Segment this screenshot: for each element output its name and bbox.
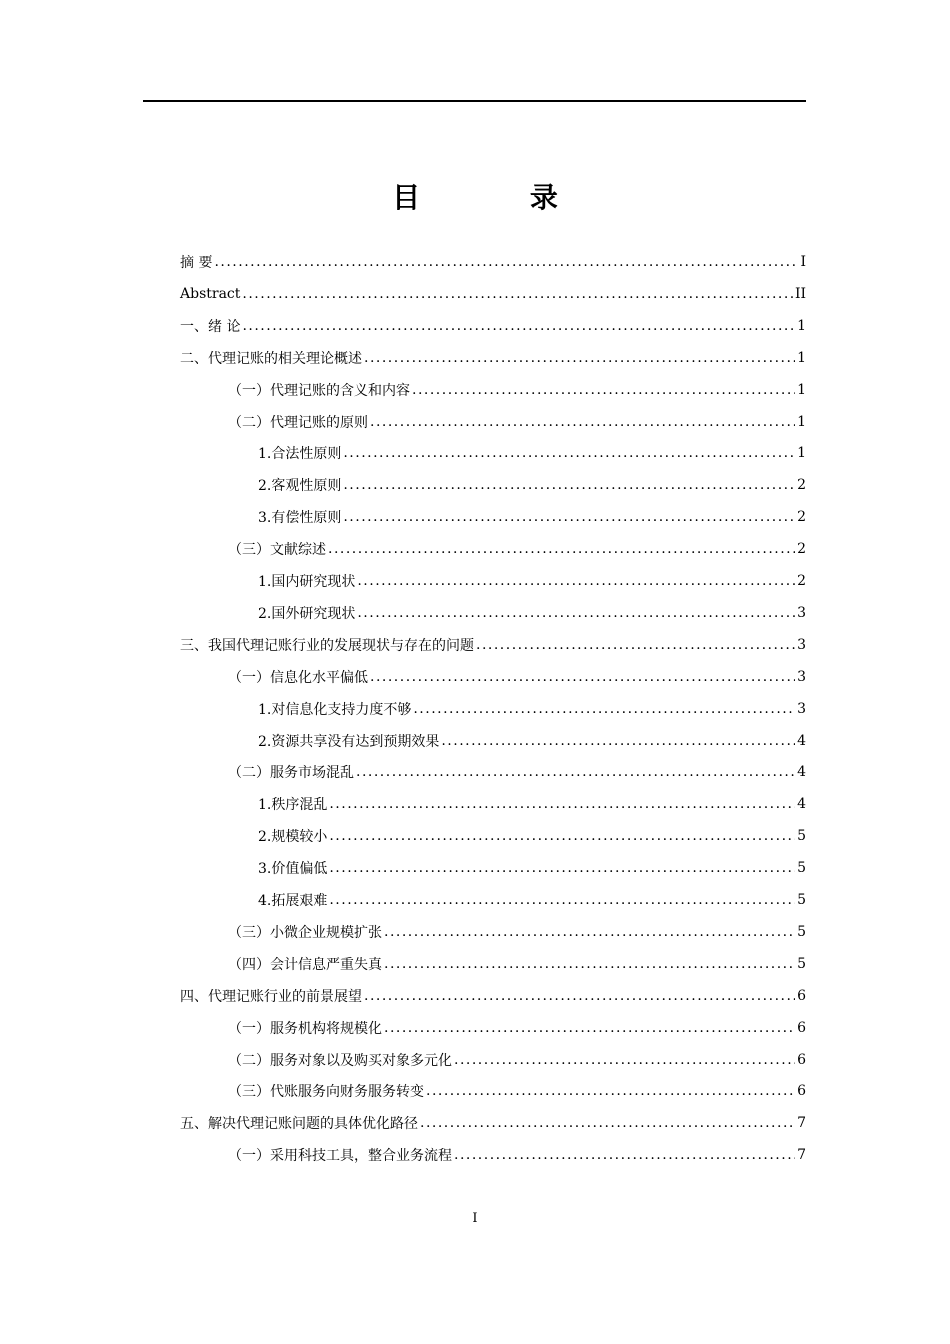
toc-dot-leader bbox=[426, 1083, 795, 1099]
toc-dot-leader bbox=[364, 988, 795, 1004]
toc-entry-page: 5 bbox=[797, 892, 806, 908]
toc-entry-page: 4 bbox=[797, 764, 806, 780]
toc-entry-page: 6 bbox=[797, 1083, 806, 1099]
toc-dot-leader bbox=[357, 573, 795, 589]
toc-entry-page: 4 bbox=[797, 733, 806, 749]
toc-entry-page: 2 bbox=[797, 541, 806, 557]
toc-entry[interactable] bbox=[258, 820, 806, 852]
toc-entry-page: 3 bbox=[797, 637, 806, 653]
toc-entry[interactable] bbox=[228, 1139, 806, 1171]
toc-entry[interactable] bbox=[228, 756, 806, 788]
toc-entry[interactable] bbox=[228, 1044, 806, 1076]
toc-entry-page: 1 bbox=[797, 318, 806, 334]
toc-entry[interactable] bbox=[258, 788, 806, 820]
toc-entry-label: 三、我国代理记账行业的发展现状与存在的问题 bbox=[180, 638, 474, 654]
toc-entry[interactable] bbox=[228, 406, 806, 438]
toc-entry-label: （二）服务对象以及购买对象多元化 bbox=[228, 1053, 452, 1069]
toc-entry-label: 2.规模较小 bbox=[258, 829, 328, 845]
toc-dot-leader bbox=[343, 445, 795, 461]
toc-entry-label: 1.国内研究现状 bbox=[258, 574, 356, 590]
toc-entry[interactable] bbox=[228, 374, 806, 406]
toc-entry[interactable] bbox=[180, 980, 806, 1012]
toc-entry-label: 1.对信息化支持力度不够 bbox=[258, 702, 412, 718]
toc-entry-page: 2 bbox=[797, 477, 806, 493]
toc-entry[interactable] bbox=[180, 629, 806, 661]
toc-entry-label: （三）小微企业规模扩张 bbox=[228, 925, 382, 941]
toc-entry-page: 5 bbox=[797, 924, 806, 940]
toc-entry[interactable] bbox=[228, 533, 806, 565]
toc-entry[interactable] bbox=[258, 852, 806, 884]
toc-entry-page: 1 bbox=[797, 382, 806, 398]
toc-entry-label: 2.客观性原则 bbox=[258, 478, 342, 494]
toc-entry-page: 3 bbox=[797, 669, 806, 685]
toc-dot-leader bbox=[328, 541, 795, 557]
toc-entry-label: （一）采用科技工具，整合业务流程 bbox=[228, 1148, 452, 1164]
toc-entry[interactable] bbox=[180, 278, 806, 310]
toc-dot-leader bbox=[384, 956, 795, 972]
header-rule bbox=[143, 100, 806, 102]
toc-dot-leader bbox=[454, 1147, 795, 1163]
toc-entry-label: 2.国外研究现状 bbox=[258, 606, 356, 622]
toc-entry-page: 1 bbox=[797, 445, 806, 461]
toc-dot-leader bbox=[412, 382, 795, 398]
toc-dot-leader bbox=[370, 414, 795, 430]
toc-entry[interactable] bbox=[228, 916, 806, 948]
footer-page-number: I bbox=[472, 1211, 478, 1226]
toc-dot-leader bbox=[454, 1052, 795, 1068]
toc-entry[interactable] bbox=[228, 948, 806, 980]
toc-dot-leader bbox=[384, 924, 795, 940]
toc-entry-label: 2.资源共享没有达到预期效果 bbox=[258, 734, 440, 750]
toc-entry[interactable] bbox=[180, 342, 806, 374]
toc-entry[interactable] bbox=[258, 597, 806, 629]
toc-entry[interactable] bbox=[258, 437, 806, 469]
toc-entry-label: （三）代账服务向财务服务转变 bbox=[228, 1084, 424, 1100]
toc-dot-leader bbox=[413, 701, 795, 717]
toc-entry[interactable] bbox=[180, 1107, 806, 1139]
toc-entry-page: 6 bbox=[797, 988, 806, 1004]
toc-dot-leader bbox=[329, 860, 795, 876]
toc-entry-label: 3.有偿性原则 bbox=[258, 510, 342, 526]
toc-entry-label: （二）服务市场混乱 bbox=[228, 765, 354, 781]
toc-dot-leader bbox=[329, 828, 795, 844]
toc-entry-page: I bbox=[800, 254, 806, 270]
toc-entry-label: 五、解决代理记账问题的具体优化路径 bbox=[180, 1116, 418, 1132]
toc-entry-page: 7 bbox=[797, 1115, 806, 1131]
toc-entry-label: 二、代理记账的相关理论概述 bbox=[180, 351, 362, 367]
toc-dot-leader bbox=[384, 1020, 795, 1036]
toc-entry-page: 1 bbox=[797, 350, 806, 366]
toc-dot-leader bbox=[420, 1115, 795, 1131]
toc-entry[interactable] bbox=[258, 693, 806, 725]
toc-entry[interactable] bbox=[228, 1012, 806, 1044]
toc-dot-leader bbox=[364, 350, 795, 366]
toc-dot-leader bbox=[370, 669, 795, 685]
toc-dot-leader bbox=[476, 637, 795, 653]
toc-entry-page: 6 bbox=[797, 1020, 806, 1036]
toc-entry-label: （三）文献综述 bbox=[228, 542, 326, 558]
toc-entry[interactable] bbox=[228, 1075, 806, 1107]
toc-entry-label: 四、代理记账行业的前景展望 bbox=[180, 989, 362, 1005]
toc-entry[interactable] bbox=[180, 246, 806, 278]
page-title: 目 录 bbox=[392, 181, 608, 214]
toc-entry[interactable] bbox=[258, 469, 806, 501]
toc-entry-page: 1 bbox=[797, 414, 806, 430]
toc-dot-leader bbox=[329, 796, 795, 812]
toc-entry-page: II bbox=[794, 286, 806, 302]
toc-entry-label: （一）信息化水平偏低 bbox=[228, 670, 368, 686]
toc-dot-leader bbox=[357, 605, 795, 621]
toc-entry[interactable] bbox=[180, 310, 806, 342]
toc-entry-page: 4 bbox=[797, 796, 806, 812]
toc-entry-page: 2 bbox=[797, 509, 806, 525]
toc-dot-leader bbox=[343, 509, 795, 525]
toc-entry-page: 6 bbox=[797, 1052, 806, 1068]
toc-dot-leader bbox=[242, 318, 795, 334]
toc-entry[interactable] bbox=[258, 565, 806, 597]
toc-entry-page: 5 bbox=[797, 956, 806, 972]
toc-entry-page: 7 bbox=[797, 1147, 806, 1163]
toc-entry-label: （四）会计信息严重失真 bbox=[228, 957, 382, 973]
toc-dot-leader bbox=[441, 733, 795, 749]
toc-entry-label: （一）代理记账的含义和内容 bbox=[228, 383, 410, 399]
toc-dot-leader bbox=[214, 254, 798, 270]
toc-entry-label: 4.拓展艰难 bbox=[258, 893, 328, 909]
toc-entry-page: 5 bbox=[797, 828, 806, 844]
toc-entry[interactable] bbox=[258, 725, 806, 757]
toc-entry-label: Abstract bbox=[180, 286, 241, 302]
toc-entry-label: （二）代理记账的原则 bbox=[228, 415, 368, 431]
toc-dot-leader bbox=[242, 286, 793, 302]
toc-entry-page: 5 bbox=[797, 860, 806, 876]
toc-entry-label: 1.合法性原则 bbox=[258, 446, 342, 462]
toc-entry-label: （一）服务机构将规模化 bbox=[228, 1021, 382, 1037]
toc-entry[interactable] bbox=[258, 501, 806, 533]
toc-entry-page: 3 bbox=[797, 701, 806, 717]
toc-entry-label: 一、绪 论 bbox=[180, 319, 241, 335]
toc-entry[interactable] bbox=[258, 884, 806, 916]
toc-entry-label: 摘 要 bbox=[180, 255, 213, 271]
toc-entry[interactable] bbox=[228, 661, 806, 693]
toc-dot-leader bbox=[356, 764, 795, 780]
toc-entry-label: 3.价值偏低 bbox=[258, 861, 328, 877]
toc-entry-page: 3 bbox=[797, 605, 806, 621]
toc-entry-label: 1.秩序混乱 bbox=[258, 797, 328, 813]
toc-dot-leader bbox=[329, 892, 795, 908]
toc-dot-leader bbox=[343, 477, 795, 493]
toc-entry-page: 2 bbox=[797, 573, 806, 589]
